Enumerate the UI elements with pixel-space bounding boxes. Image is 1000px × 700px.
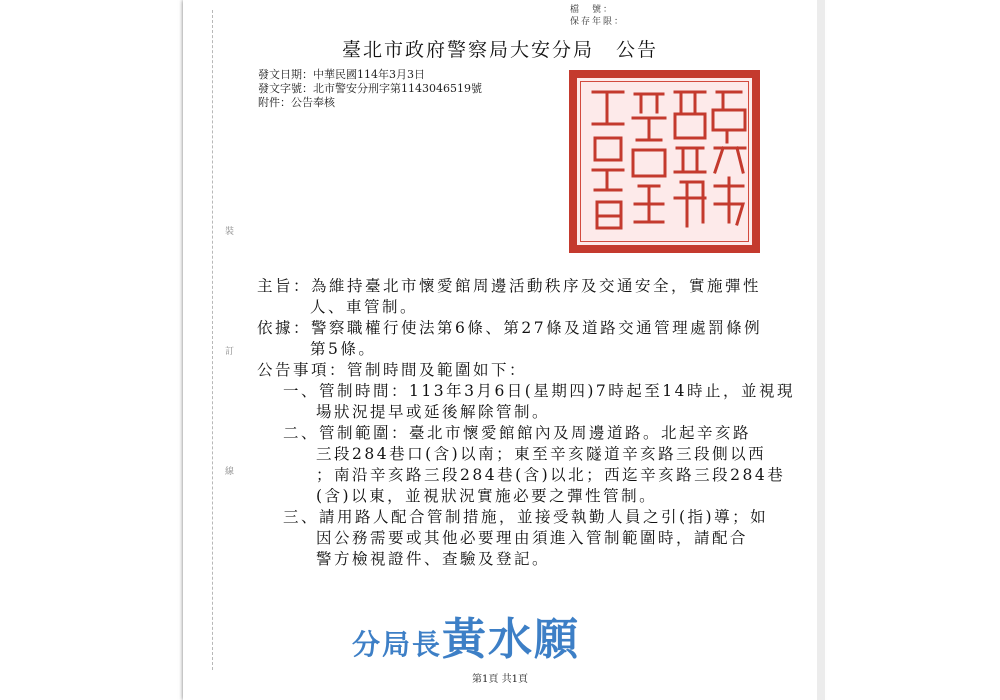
- signature-role: 分局長: [352, 628, 443, 661]
- item-2-line-1: 二、管制範圍：臺北市懷愛館館內及周邊道路。北起辛亥路: [283, 424, 752, 442]
- basis-line-1: 依據：警察職權行使法第6條、第27條及道路交通管理處罰條例: [257, 319, 763, 337]
- subject-line-1: 主旨：為維持臺北市懷愛館周邊活動秩序及交通安全，實施彈性: [257, 277, 762, 295]
- subject-line-2: 人、車管制。: [310, 298, 419, 316]
- binding-line: [212, 10, 213, 670]
- item-3-line-3: 警方檢視證件、查驗及登記。: [316, 550, 551, 568]
- page-edge: [817, 0, 825, 700]
- signature-name: 黃水願: [442, 614, 581, 665]
- issue-date: 發文日期：中華民國114年3月3日: [258, 68, 425, 81]
- agency-name: 臺北市政府警察局大安分局: [341, 39, 594, 61]
- notice-heading: 公告事項：管制時間及範圍如下：: [257, 361, 528, 379]
- item-2-line-4: (含)以東，並視狀況實施必要之彈性管制。: [316, 487, 658, 505]
- binding-mark-bottom: 線: [225, 467, 235, 477]
- basis-line-2: 第5條。: [310, 340, 377, 358]
- item-1-line-2: 場狀況提早或延後解除管制。: [316, 403, 551, 421]
- file-number-label: 檔 號：: [570, 5, 615, 15]
- page-number: 第1頁 共1頁: [472, 674, 528, 685]
- item-3-line-1: 三、請用路人配合管制措施，並接受執勤人員之引(指)導；如: [283, 508, 769, 526]
- document-kind: 公告: [616, 39, 659, 61]
- official-seal: [569, 70, 760, 253]
- item-2-line-2: 三段284巷口(含)以南；東至辛亥隧道辛亥路三段側以西: [316, 445, 767, 463]
- signature: [352, 603, 580, 667]
- binding-mark-middle: 訂: [225, 347, 235, 357]
- binding-mark-top: 裝: [225, 227, 235, 237]
- item-3-line-2: 因公務需要或其他必要理由須進入管制範圍時，請配合: [316, 529, 749, 547]
- issue-number: 發文字號：北市警安分刑字第1143046519號: [258, 82, 482, 95]
- attachment: 附件：公告奉核: [258, 96, 335, 109]
- item-1-line-1: 一、管制時間：113年3月6日(星期四)7時起至14時止，並視現: [283, 382, 795, 400]
- item-2-line-3: ；南沿辛亥路三段284巷(含)以北；西迄辛亥路三段284巷: [316, 466, 786, 484]
- retention-label: 保存年限：: [570, 17, 626, 27]
- document-title: [200, 35, 800, 62]
- seal-glyphs-icon: [577, 78, 752, 245]
